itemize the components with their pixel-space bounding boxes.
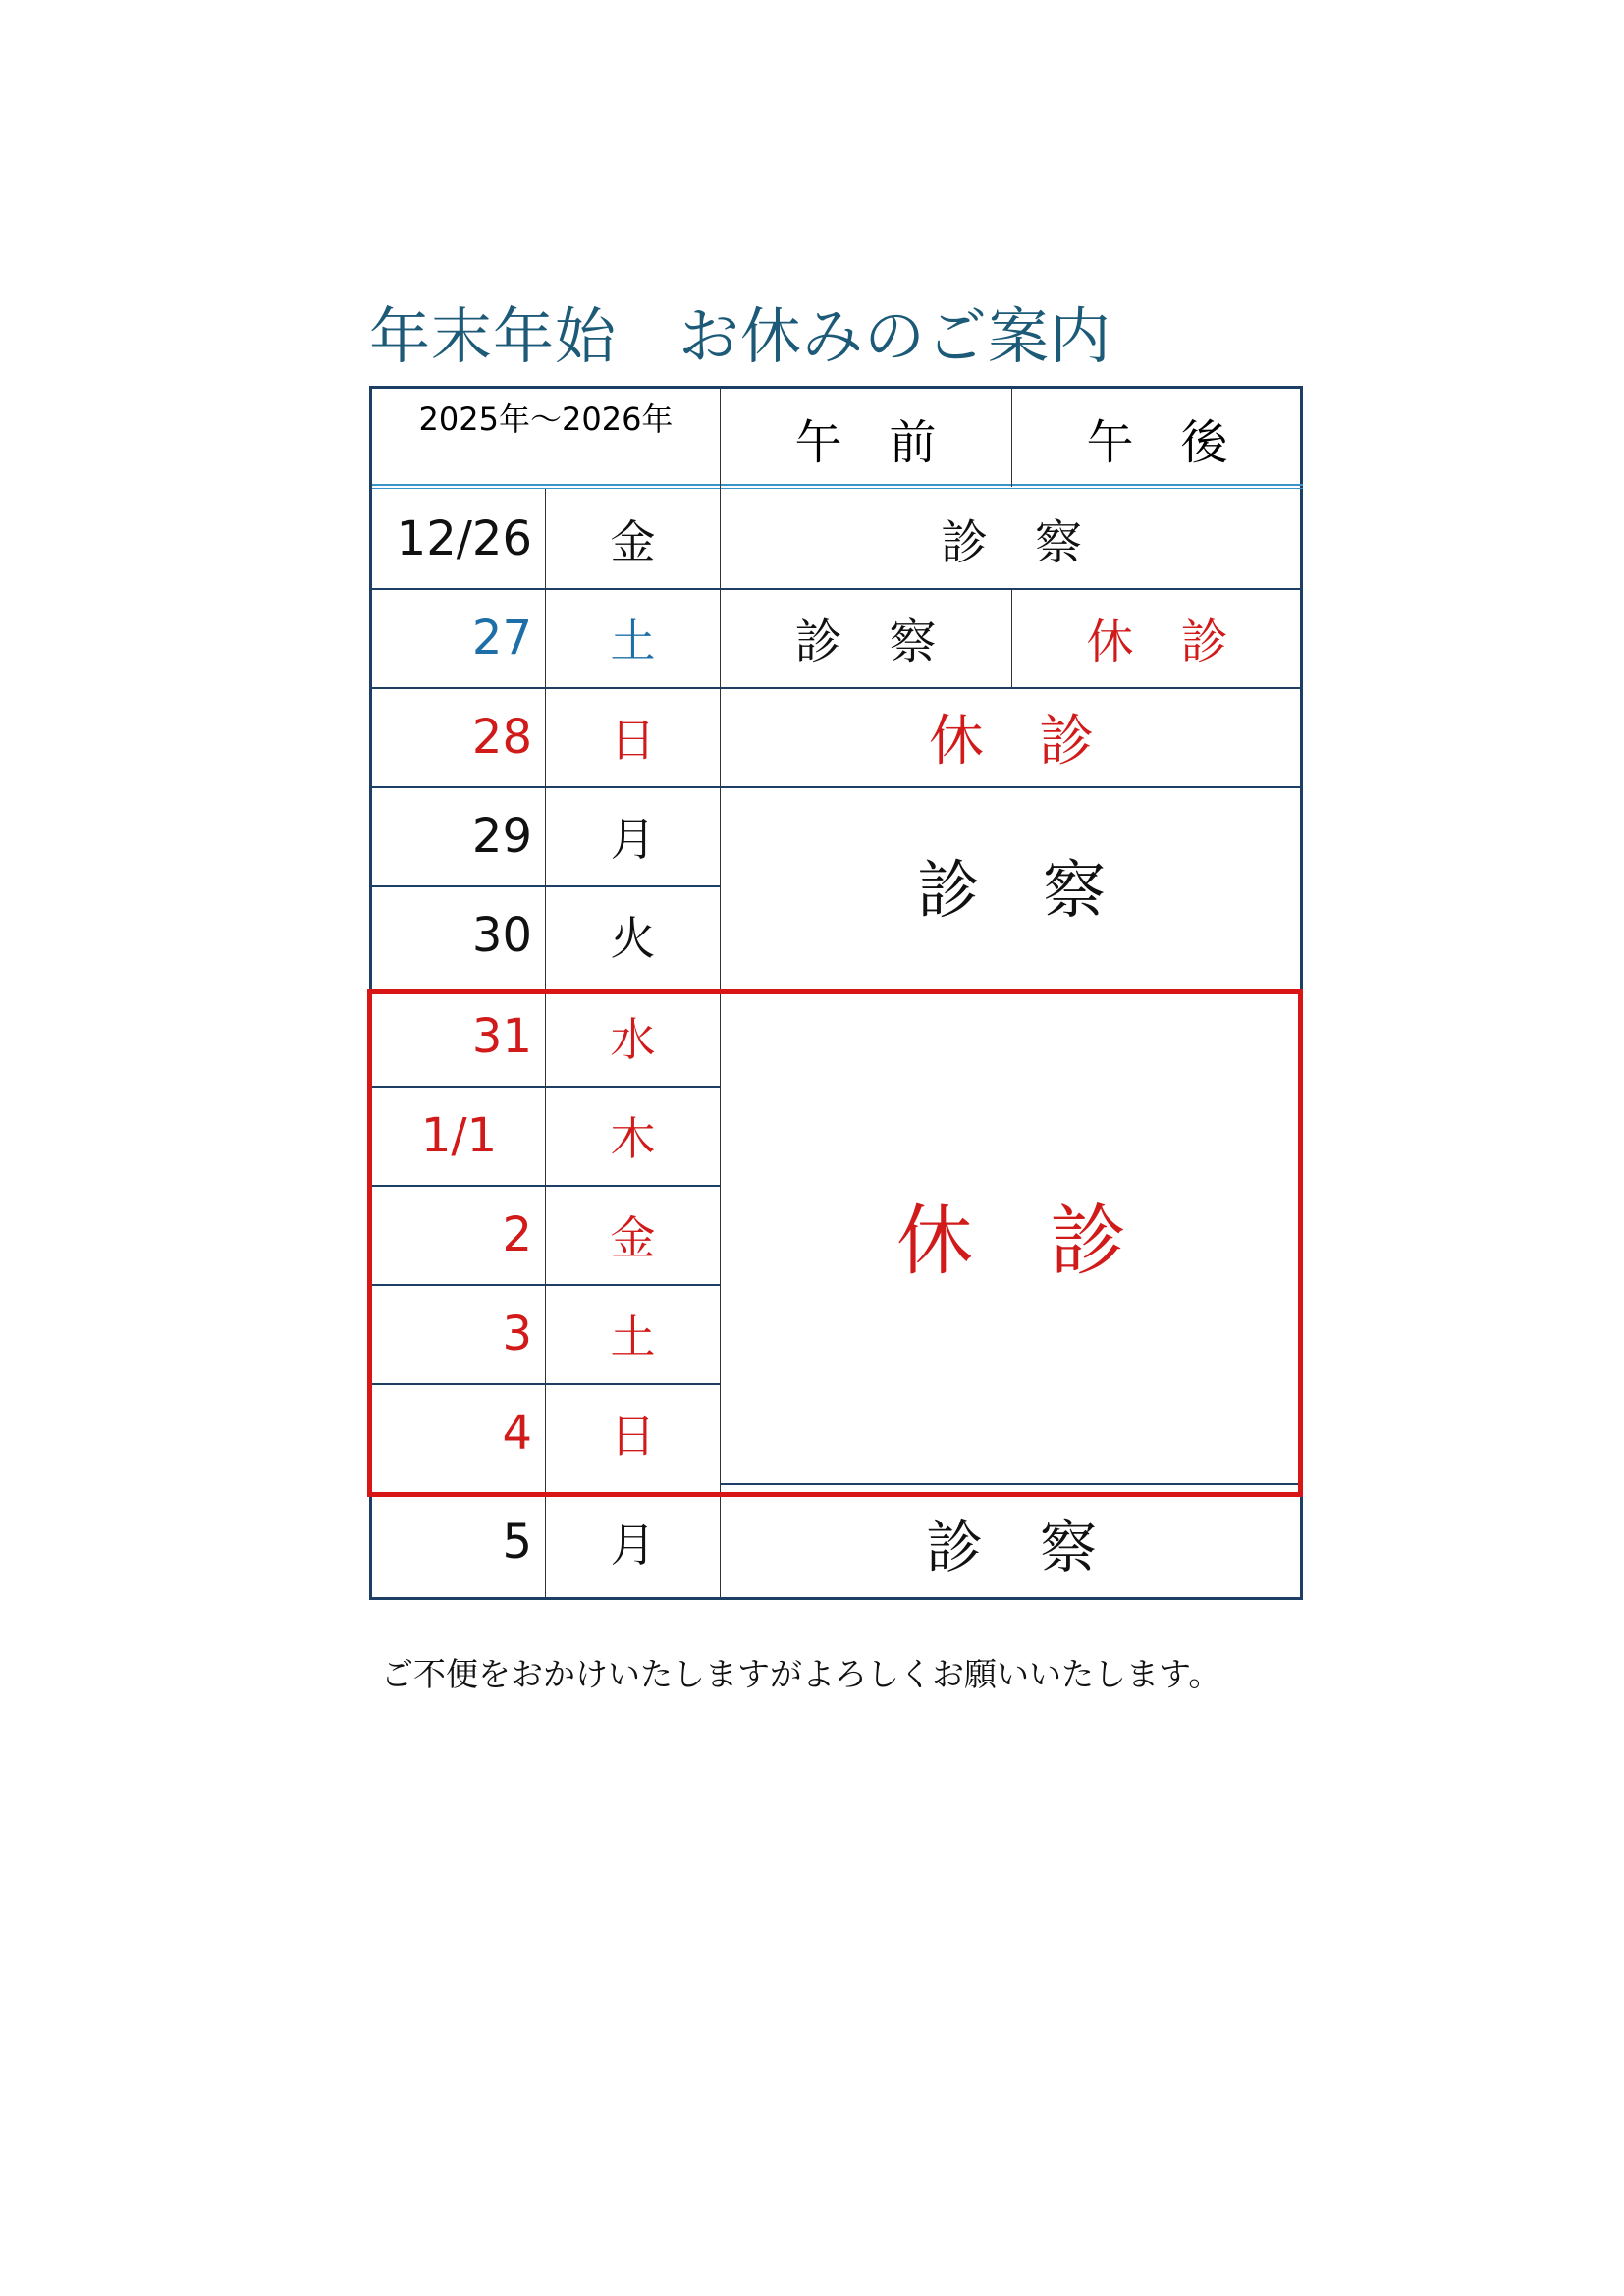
status-cell-full-day: 診 察 bbox=[940, 515, 1082, 570]
date-cell: 28 bbox=[471, 709, 532, 765]
column-divider bbox=[1011, 389, 1012, 487]
header-divider bbox=[372, 484, 1303, 486]
column-divider bbox=[720, 389, 721, 1597]
row-divider bbox=[372, 588, 1303, 590]
date-cell: 1/1 bbox=[420, 1107, 498, 1163]
weekday-cell: 金 bbox=[610, 514, 656, 568]
date-cell: 30 bbox=[471, 907, 532, 963]
year-range-header bbox=[372, 389, 720, 487]
row-divider bbox=[372, 786, 1303, 788]
status-cell-merged: 休 診 bbox=[895, 1198, 1126, 1286]
date-cell: 3 bbox=[502, 1306, 532, 1362]
afternoon-header: 午 後 bbox=[1086, 414, 1228, 470]
row-divider bbox=[372, 1284, 720, 1286]
year-range-label: 2025年～2026年 bbox=[418, 400, 674, 438]
weekday-cell: 金 bbox=[610, 1210, 656, 1264]
date-cell: 2 bbox=[502, 1206, 532, 1262]
page-title: 年末年始 お休みのご案内 bbox=[369, 300, 1112, 372]
row-divider bbox=[372, 1383, 720, 1385]
status-cell-full-day: 診 察 bbox=[925, 1513, 1097, 1580]
weekday-cell: 日 bbox=[610, 713, 656, 767]
holiday-schedule-table bbox=[369, 386, 1303, 1600]
row-divider bbox=[372, 1086, 720, 1088]
date-cell: 29 bbox=[471, 808, 532, 864]
weekday-cell: 月 bbox=[610, 1518, 656, 1572]
weekday-cell: 土 bbox=[610, 614, 656, 667]
column-divider bbox=[1011, 588, 1012, 687]
row-divider bbox=[720, 1483, 1303, 1485]
apology-note: ご不便をおかけいたしますがよろしくお願いいたします。 bbox=[381, 1655, 1221, 1693]
date-cell: 31 bbox=[471, 1008, 532, 1064]
date-cell: 5 bbox=[502, 1514, 532, 1570]
status-cell-afternoon: 休 診 bbox=[1086, 614, 1228, 669]
date-cell: 27 bbox=[471, 610, 532, 666]
date-cell: 4 bbox=[502, 1405, 532, 1461]
row-divider bbox=[372, 885, 720, 887]
weekday-cell: 木 bbox=[610, 1111, 656, 1165]
status-cell-full-day: 休 診 bbox=[929, 709, 1094, 774]
header-divider bbox=[372, 488, 1303, 489]
column-divider bbox=[545, 489, 546, 1597]
row-divider bbox=[372, 1185, 720, 1187]
status-cell-merged: 診 察 bbox=[917, 855, 1106, 928]
row-divider bbox=[372, 687, 1303, 689]
morning-header: 午 前 bbox=[794, 414, 937, 470]
weekday-cell: 日 bbox=[610, 1409, 656, 1463]
weekday-cell: 水 bbox=[610, 1012, 656, 1066]
date-cell: 12/26 bbox=[396, 510, 532, 566]
weekday-cell: 土 bbox=[610, 1309, 656, 1363]
weekday-cell: 火 bbox=[610, 911, 656, 965]
weekday-cell: 月 bbox=[610, 812, 656, 866]
status-cell-morning: 診 察 bbox=[794, 614, 937, 669]
